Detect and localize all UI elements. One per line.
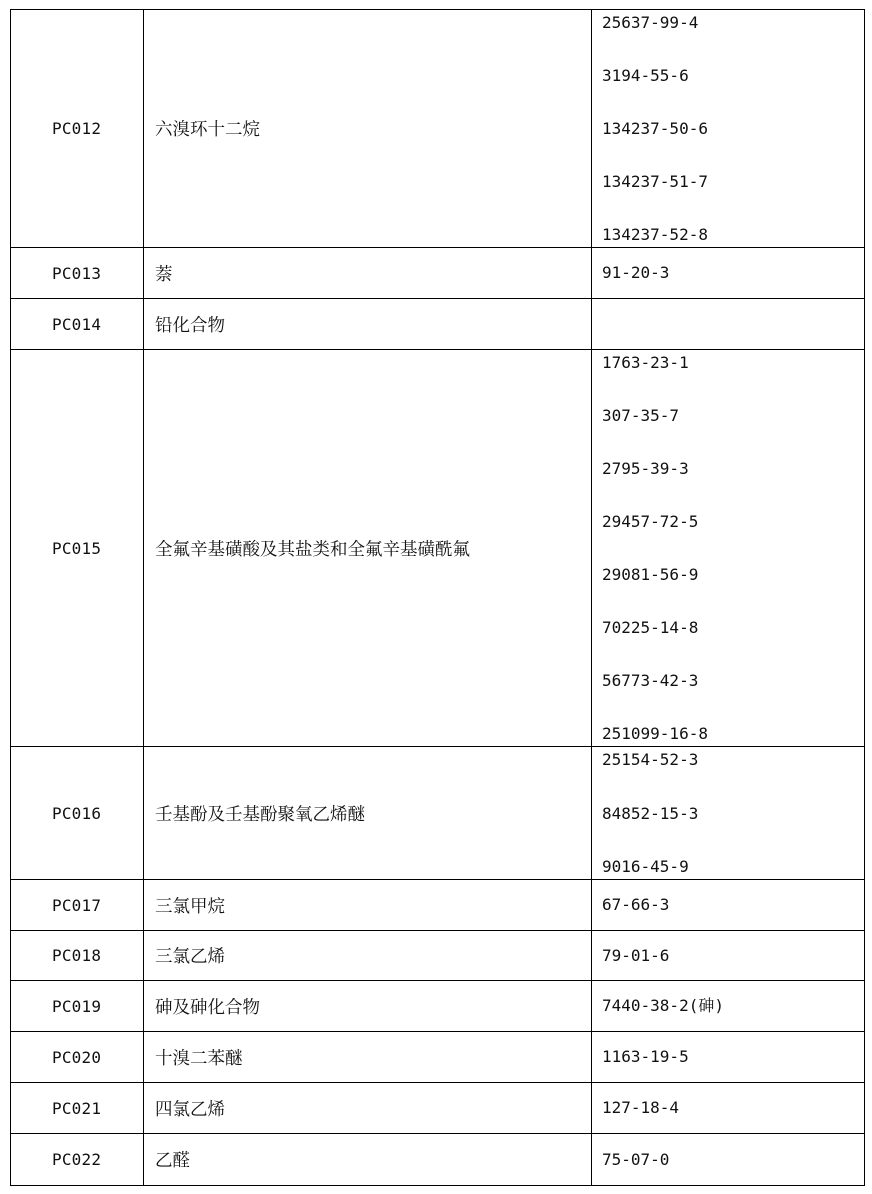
cas-number-list <box>602 263 864 283</box>
cas-number: 25637-99-4 <box>602 13 699 32</box>
substance-code-cell: PC021 <box>11 1083 144 1134</box>
cas-number-list <box>602 1047 864 1067</box>
cas-number-list <box>602 895 864 915</box>
table-row <box>11 880 865 931</box>
table-row <box>11 1083 865 1134</box>
substance-name-cell: 六溴环十二烷 <box>144 10 592 248</box>
cas-number: 9016-45-9 <box>602 857 689 876</box>
table-row <box>11 1032 865 1083</box>
substance-code-cell: PC022 <box>11 1134 144 1186</box>
substance-code-cell: PC014 <box>11 299 144 350</box>
cas-number-list <box>602 1098 864 1118</box>
cas-number: 7440-38-2(砷) <box>602 996 724 1015</box>
table-row <box>11 299 865 350</box>
cas-number: 251099-16-8 <box>602 724 708 743</box>
chemical-list-table <box>10 9 865 1186</box>
cas-number-cell <box>592 10 865 248</box>
cas-number-cell <box>592 747 865 880</box>
cas-number-cell <box>592 350 865 747</box>
substance-name-cell: 三氯甲烷 <box>144 880 592 931</box>
cas-number: 2795-39-3 <box>602 459 689 478</box>
substance-code-cell: PC013 <box>11 248 144 299</box>
substance-name-cell: 全氟辛基磺酸及其盐类和全氟辛基磺酰氟 <box>144 350 592 747</box>
cas-number-cell <box>592 248 865 299</box>
cas-number: 1163-19-5 <box>602 1047 689 1066</box>
substance-code-cell: PC019 <box>11 981 144 1032</box>
cas-number-cell <box>592 299 865 350</box>
substance-code-cell: PC018 <box>11 931 144 981</box>
cas-number-list <box>602 1150 864 1170</box>
table-row <box>11 981 865 1032</box>
cas-number-cell <box>592 880 865 931</box>
substance-name-cell: 壬基酚及壬基酚聚氧乙烯醚 <box>144 747 592 880</box>
table-row <box>11 1134 865 1186</box>
cas-number: 79-01-6 <box>602 945 670 965</box>
cas-number: 3194-55-6 <box>602 66 689 85</box>
cas-number: 84852-15-3 <box>602 803 699 823</box>
cas-number: 29457-72-5 <box>602 512 699 531</box>
cas-number: 134237-50-6 <box>602 119 708 138</box>
substance-name-cell: 十溴二苯醚 <box>144 1032 592 1083</box>
substance-name-cell: 铅化合物 <box>144 299 592 350</box>
cas-number: 29081-56-9 <box>602 565 699 584</box>
cas-number-cell <box>592 931 865 981</box>
cas-number-list <box>602 747 864 877</box>
substance-name-cell: 四氯乙烯 <box>144 1083 592 1134</box>
cas-number: 70225-14-8 <box>602 618 699 637</box>
cas-number: 67-66-3 <box>602 895 670 914</box>
cas-number-cell <box>592 1032 865 1083</box>
cas-number: 1763-23-1 <box>602 353 689 372</box>
cas-number-list <box>602 946 864 966</box>
cas-number: 75-07-0 <box>602 1149 670 1169</box>
cas-number: 91-20-3 <box>602 263 670 282</box>
table-body <box>11 10 865 1186</box>
cas-number-list <box>602 350 864 744</box>
cas-number: 127-18-4 <box>602 1098 680 1117</box>
substance-name-cell: 乙醛 <box>144 1134 592 1186</box>
cas-number-cell <box>592 1083 865 1134</box>
cas-number-list <box>602 996 864 1016</box>
table-row <box>11 10 865 248</box>
cas-number: 56773-42-3 <box>602 671 699 690</box>
substance-code-cell: PC017 <box>11 880 144 931</box>
substance-code-cell: PC015 <box>11 350 144 747</box>
cas-number: 307-35-7 <box>602 406 680 425</box>
cas-number: 134237-52-8 <box>602 225 708 244</box>
substance-name-cell: 砷及砷化合物 <box>144 981 592 1032</box>
substance-code-cell: PC012 <box>11 10 144 248</box>
substance-code-cell: PC016 <box>11 747 144 880</box>
table-row <box>11 747 865 880</box>
substance-code-cell: PC020 <box>11 1032 144 1083</box>
table-row <box>11 248 865 299</box>
table-row <box>11 931 865 981</box>
cas-number-list <box>602 10 864 245</box>
table-row <box>11 350 865 747</box>
cas-number-cell <box>592 981 865 1032</box>
cas-number: 25154-52-3 <box>602 750 699 769</box>
cas-number-cell <box>592 1134 865 1186</box>
substance-name-cell: 萘 <box>144 248 592 299</box>
substance-name-cell: 三氯乙烯 <box>144 931 592 981</box>
cas-number: 134237-51-7 <box>602 172 708 191</box>
